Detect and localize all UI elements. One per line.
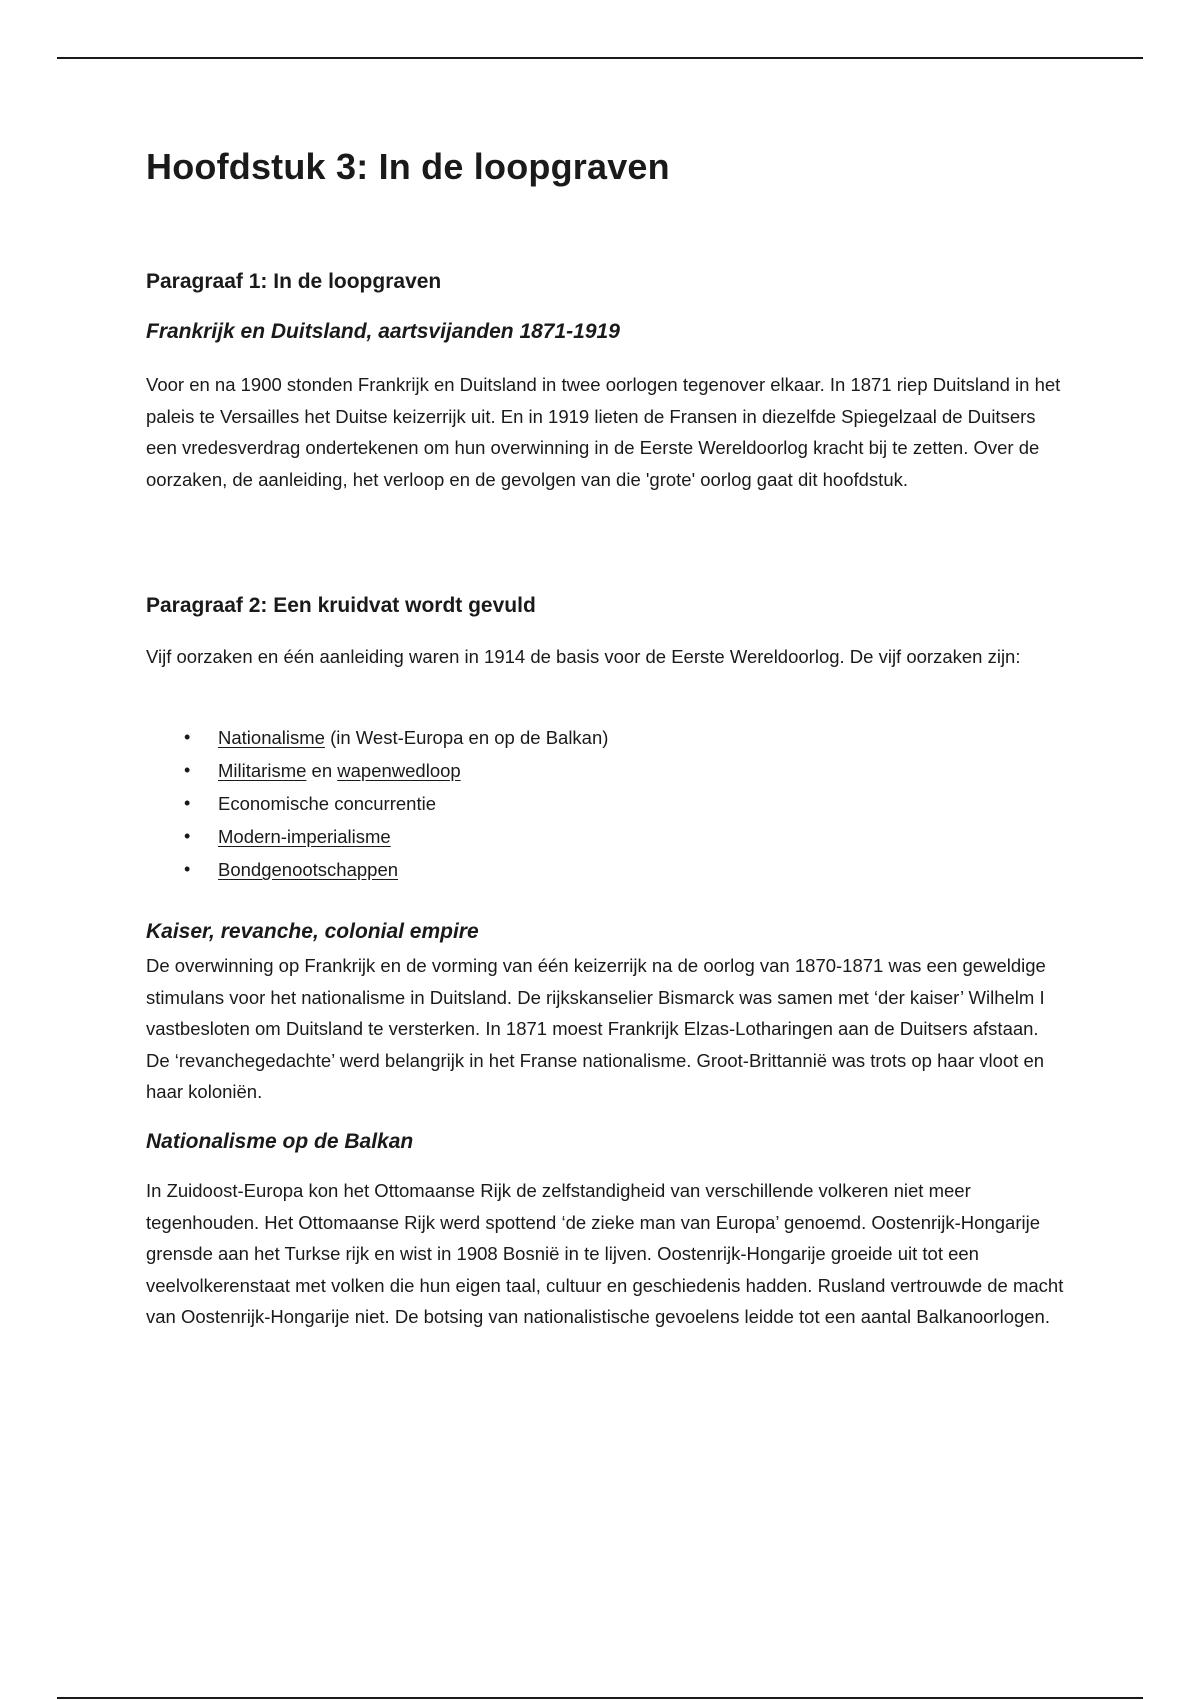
section2-intro: Vijf oorzaken en één aanleiding waren in 1914 de basis voor de Eerste Wereldoorlog. De vijf oorzaken zijn: bbox=[146, 646, 1021, 667]
section1-subheading: Frankrijk en Duitsland, aartsvijanden 1871-1919 bbox=[146, 320, 620, 343]
cause-term: Bondgenootschappen bbox=[218, 859, 399, 880]
bullet-icon: • bbox=[184, 859, 191, 879]
list-item bbox=[146, 853, 608, 886]
section1-paragraph: Voor en na 1900 stonden Frankrijk en Duitsland in twee oorlogen tegenover elkaar. In 1871 riep Duitsland in het paleis te Versailles het Duitse keizerrijk uit. En in 1919 lieten de Fransen in diezelfde Spiegelzaal de Duitsers een vredesverdrag ondertekenen om hun overwinning in de Eerste Wereldoorlog kracht bij te zetten. Over de oorzaken, de aanleiding, het verloop en de gevolgen van die 'grote' oorlog gaat dit hoofdstuk. bbox=[146, 374, 1061, 490]
section4-subheading: Nationalisme op de Balkan bbox=[146, 1130, 414, 1153]
bullet-icon: • bbox=[184, 793, 191, 813]
cause-detail: (in West-Europa en op de Balkan) bbox=[324, 727, 609, 748]
chapter-title: Hoofdstuk 3: In de loopgraven bbox=[146, 146, 670, 187]
bullet-icon: • bbox=[184, 727, 191, 747]
list-item bbox=[146, 820, 608, 853]
section3-subheading: Kaiser, revanche, colonial empire bbox=[146, 920, 479, 943]
section4-paragraph: In Zuidoost-Europa kon het Ottomaanse Rijk de zelfstandigheid van verschillende volkeren niet meer tegenhouden. Het Ottomaanse Rijk werd spottend ‘de zieke man van Europa’ genoemd. Oostenrijk-Hongarije grensde aan het Turkse rijk en wist in 1908 Bosnië in te lijven. Oostenrijk-Hongarije groeide uit tot een veelvolkerenstaat met volken die hun eigen taal, cultuur en geschiedenis hadden. Rusland vertrouwde de macht van Oostenrijk-Hongarije niet. De botsing van nationalistische gevoelens leidde tot een aantal Balkanoorlogen. bbox=[146, 1180, 1064, 1327]
cause-term: Militarisme bbox=[218, 760, 307, 781]
bullet-icon: • bbox=[184, 760, 191, 780]
section2-heading: Paragraaf 2: Een kruidvat wordt gevuld bbox=[146, 594, 536, 617]
cause-connector: en bbox=[306, 760, 338, 781]
bottom-rule bbox=[57, 1697, 1143, 1699]
cause-text: Economische concurrentie bbox=[218, 793, 436, 814]
cause-term: Modern-imperialisme bbox=[218, 826, 391, 847]
cause-term-2: wapenwedloop bbox=[337, 760, 461, 781]
list-item bbox=[146, 721, 608, 754]
list-item bbox=[146, 754, 608, 787]
causes-list bbox=[146, 721, 608, 886]
bullet-icon: • bbox=[184, 826, 191, 846]
section1-heading: Paragraaf 1: In de loopgraven bbox=[146, 270, 442, 293]
cause-term: Nationalisme bbox=[218, 727, 325, 748]
section3-paragraph: De overwinning op Frankrijk en de vorming van één keizerrijk na de oorlog van 1870-1871 was een geweldige stimulans voor het nationalisme in Duitsland. De rijkskanselier Bismarck was samen met ‘der kaiser’ Wilhelm I vastbesloten om Duitsland te versterken. In 1871 moest Frankrijk Elzas-Lotharingen aan de Duitsers afstaan. De ‘revanchegedachte’ werd belangrijk in het Franse nationalisme. Groot-Brittannië was trots op haar vloot en haar koloniën. bbox=[146, 955, 1046, 1102]
list-item bbox=[146, 787, 608, 820]
top-rule bbox=[57, 57, 1143, 59]
